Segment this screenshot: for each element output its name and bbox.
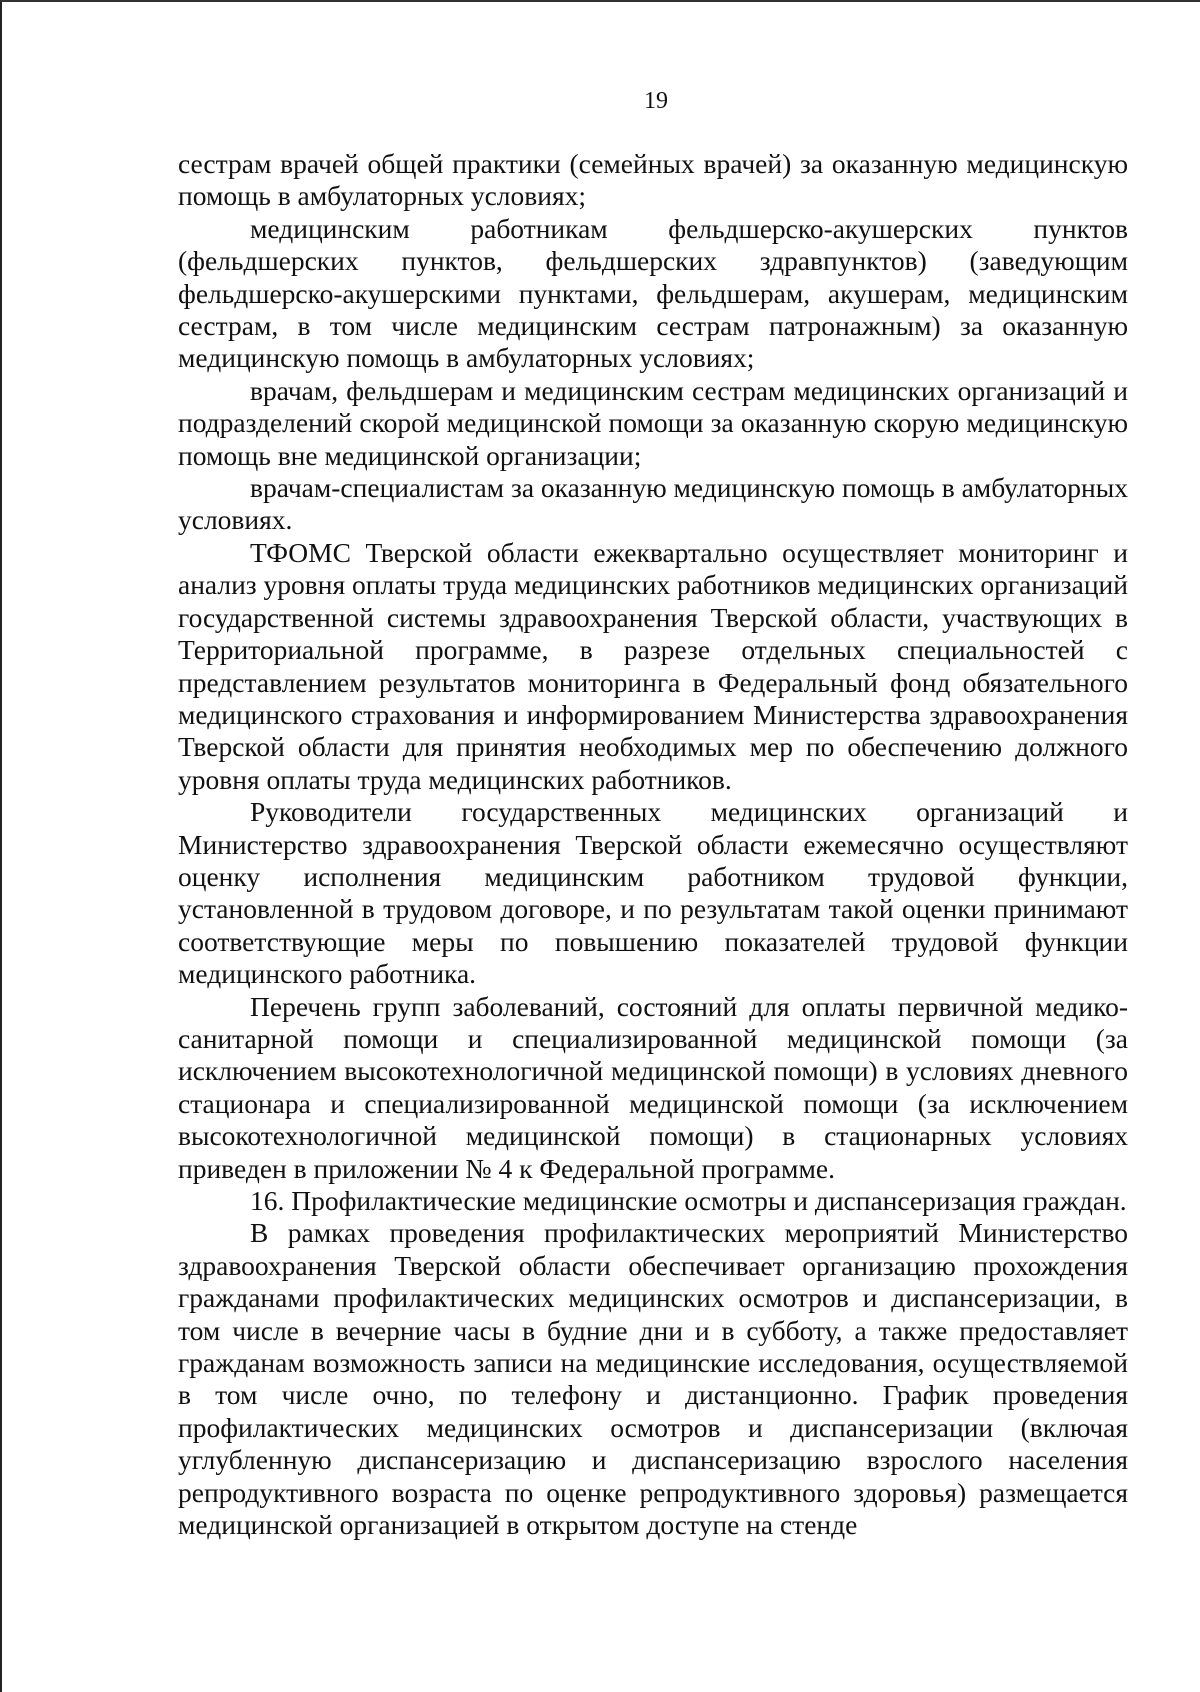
section-heading-16: 16. Профилактические медицинские осмотры и диспансеризация граждан. — [250, 1185, 1127, 1216]
page-number: 19 — [644, 88, 668, 114]
document-body — [178, 148, 1128, 1541]
scan-edge-top — [0, 0, 1200, 2]
paragraph-specialists: врачам-специалистам за оказанную медицинскую помощь в амбулаторных условиях. — [178, 472, 1128, 536]
paragraph-fap-workers: медицинским работникам фельдшерско-акушерских пунктов (фельдшерских пунктов, фельдшерских здравпунктов) (заведующим фельдшерско-акушерскими пунктами, фельдшерам, акушерам, медицинским сестрам, в том числе медицинским сестрам патронажным) за оказанную медицинскую помощь в амбулаторных условиях; — [178, 212, 1128, 374]
paragraph-disease-groups: Перечень групп заболеваний, состояний для оплаты первичной медико-санитарной помощи и специализированной медицинской помощи (за исключением высокотехнологичной медицинской помощи) в условиях дневного стационара и специализированной медицинской помощи (за исключением высокотехнологичной медицинской помощи) в стационарных условиях приведен в приложении № 4 к Федеральной программе. — [178, 990, 1128, 1184]
paragraph-managers-evaluation: Руководители государственных медицинских организаций и Министерство здравоохранения Тверской области ежемесячно осуществляют оценку исполнения медицинским работником трудовой функции, установленной в трудовом договоре, и по результатам такой оценки принимают соответствующие меры по повышению показателей трудовой функции медицинского работника. — [178, 796, 1128, 990]
paragraph-continuation: сестрам врачей общей практики (семейных врачей) за оказанную медицинскую помощь в амбулаторных условиях; — [178, 148, 1128, 212]
scan-edge-left — [0, 0, 2, 1692]
paragraph-prevention: В рамках проведения профилактических мероприятий Министерство здравоохранения Тверской области обеспечивает организацию прохождения гражданами профилактических медицинских осмотров и диспансеризации, в том числе в вечерние часы в будние дни и в субботу, а также предоставляет гражданам возможность записи на медицинские исследования, осуществляемой в том числе очно, по телефону и дистанционно. График проведения профилактических медицинских осмотров и диспансеризации (включая углубленную диспансеризацию и диспансеризацию взрослого населения репродуктивного возраста по оценке репродуктивного здоровья) размещается медицинской организацией в открытом доступе на стенде — [178, 1217, 1128, 1541]
paragraph-emergency-workers: врачам, фельдшерам и медицинским сестрам медицинских организаций и подразделений скорой медицинской помощи за оказанную скорую медицинскую помощь вне медицинской организации; — [178, 374, 1128, 471]
paragraph-tfoms-monitoring: ТФОМС Тверской области ежеквартально осуществляет мониторинг и анализ уровня оплаты труда медицинских работников медицинских организаций государственной системы здравоохранения Тверской области, участвующих в Территориальной программе, в разрезе отдельных специальностей с представлением результатов мониторинга в Федеральный фонд обязательного медицинского страхования и информированием Министерства здравоохранения Тверской области для принятия необходимых мер по обеспечению должного уровня оплаты труда медицинских работников. — [178, 536, 1128, 795]
